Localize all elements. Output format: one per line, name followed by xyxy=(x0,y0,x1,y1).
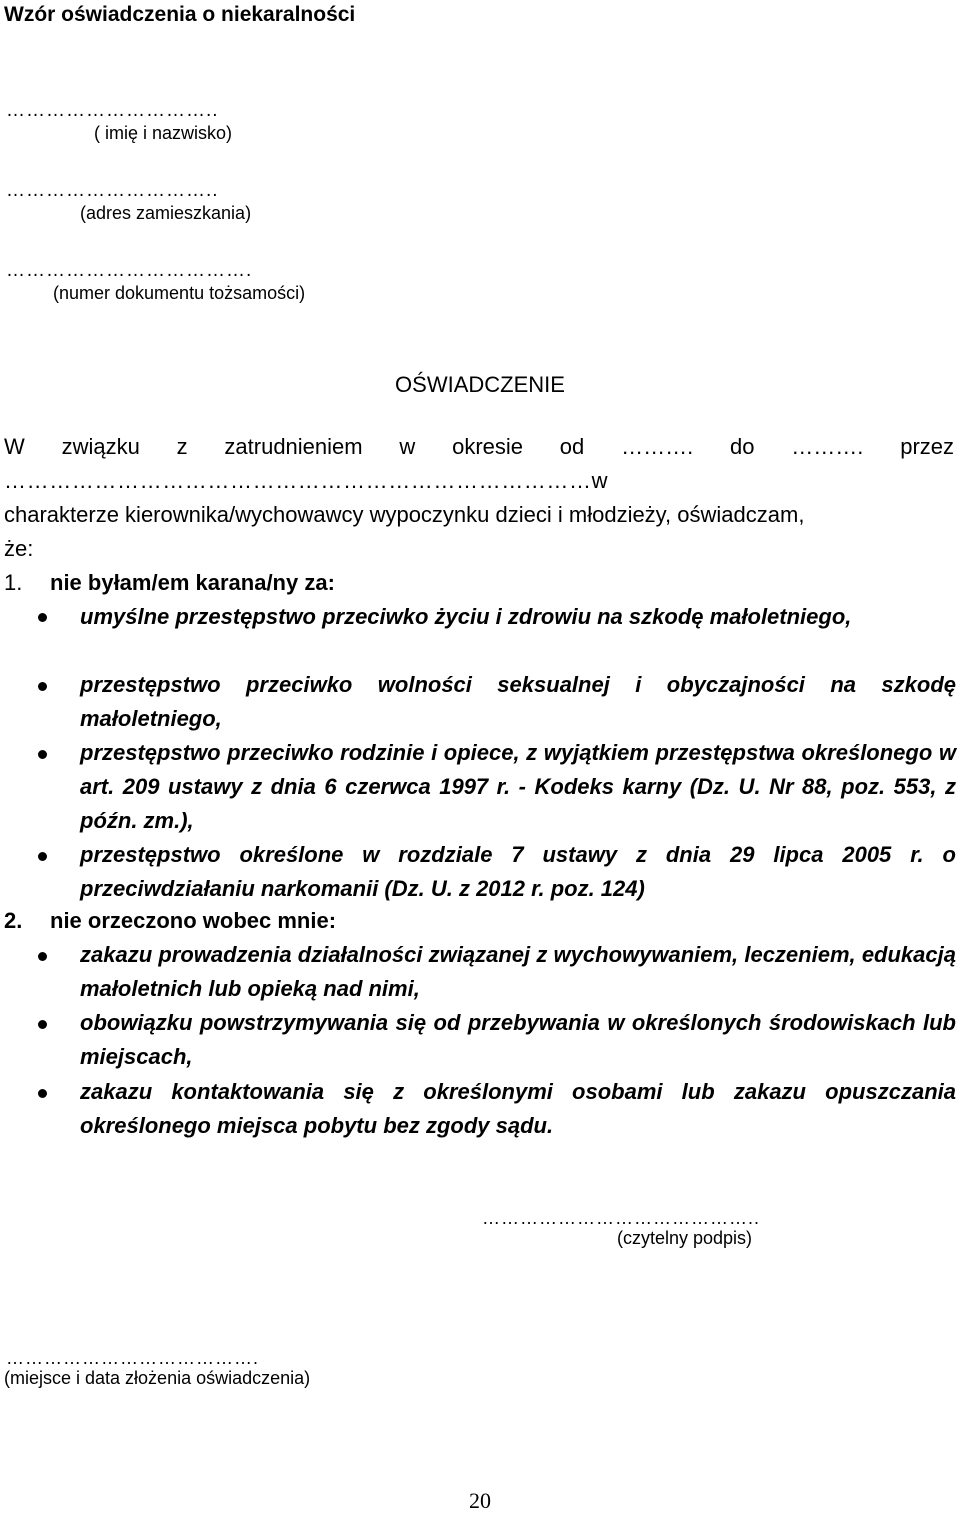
bullet-icon xyxy=(38,952,47,961)
page-number: 20 xyxy=(469,1488,491,1513)
signature-dots: …………………………………….. xyxy=(482,1208,761,1228)
bullet-icon xyxy=(38,682,47,691)
name-dots: ………………………….. xyxy=(6,100,219,121)
bullet-icon xyxy=(38,1089,47,1098)
section-2-item-3: zakazu kontaktowania się z określonymi osobami lub zakazu opuszczania określonego miejsca pobytu bez zgody sądu. xyxy=(80,1079,956,1138)
name-label: ( imię i nazwisko) xyxy=(94,123,233,143)
intro-line-4: że: xyxy=(4,536,34,561)
signature-label: (czytelny podpis) xyxy=(617,1228,753,1248)
section-1-item-3: przestępstwo przeciwko rodzinie i opiece, z wyjątkiem przestępstwa określonego w art. 209 ustawy z dnia 6 czerwca 1997 r. - Kodeks karny (Dz. U. Nr 88, poz. 553, z późn. zm.), xyxy=(80,740,956,833)
section-2-heading: nie orzeczono wobec mnie: xyxy=(50,908,337,933)
section-1-heading: nie byłam/em karana/ny za: xyxy=(50,570,335,595)
address-label: (adres zamieszkania) xyxy=(80,203,252,223)
bullet-icon xyxy=(38,1020,47,1029)
section-2-item-2: obowiązku powstrzymywania się od przebywania w określonych środowiskach lub miejscach, xyxy=(80,1010,956,1069)
intro-line-1: W związku z zatrudnieniem w okresie od ………. do ………. przez xyxy=(4,434,954,459)
document-number-label: (numer dokumentu tożsamości) xyxy=(53,283,306,303)
section-1-item-1: umyślne przestępstwo przeciwko życiu i zdrowiu na szkodę małoletniego, xyxy=(80,604,852,629)
document-title: Wzór oświadczenia o niekaralności xyxy=(4,3,356,26)
place-date-label: (miejsce i data złożenia oświadczenia) xyxy=(4,1368,311,1388)
declaration-heading: OŚWIADCZENIE xyxy=(395,372,565,397)
section-2-number: 2. xyxy=(4,908,23,933)
document-number-dots: ………………………………. xyxy=(6,260,253,281)
section-1-item-2: przestępstwo przeciwko wolności seksualnej i obyczajności na szkodę małoletniego, xyxy=(80,672,956,731)
bullet-icon xyxy=(38,852,47,861)
bullet-icon xyxy=(38,613,47,622)
section-1-item-4: przestępstwo określone w rozdziale 7 ustawy z dnia 29 lipca 2005 r. o przeciwdziałaniu narkomanii (Dz. U. z 2012 r. poz. 124) xyxy=(80,842,956,901)
place-date-dots: …………………………………. xyxy=(6,1348,260,1368)
bullet-icon xyxy=(38,750,47,759)
intro-line-3: charakterze kierownika/wychowawcy wypoczynku dzieci i młodzieży, oświadczam, xyxy=(4,502,805,527)
section-2-item-1: zakazu prowadzenia działalności związanej z wychowywaniem, leczeniem, edukacją małoletnich lub opieką nad nimi, xyxy=(80,942,956,1001)
intro-line-2: ……………………………………………………………………w xyxy=(4,468,609,493)
address-dots: ………………………….. xyxy=(6,180,219,201)
section-1-number: 1. xyxy=(4,570,23,595)
